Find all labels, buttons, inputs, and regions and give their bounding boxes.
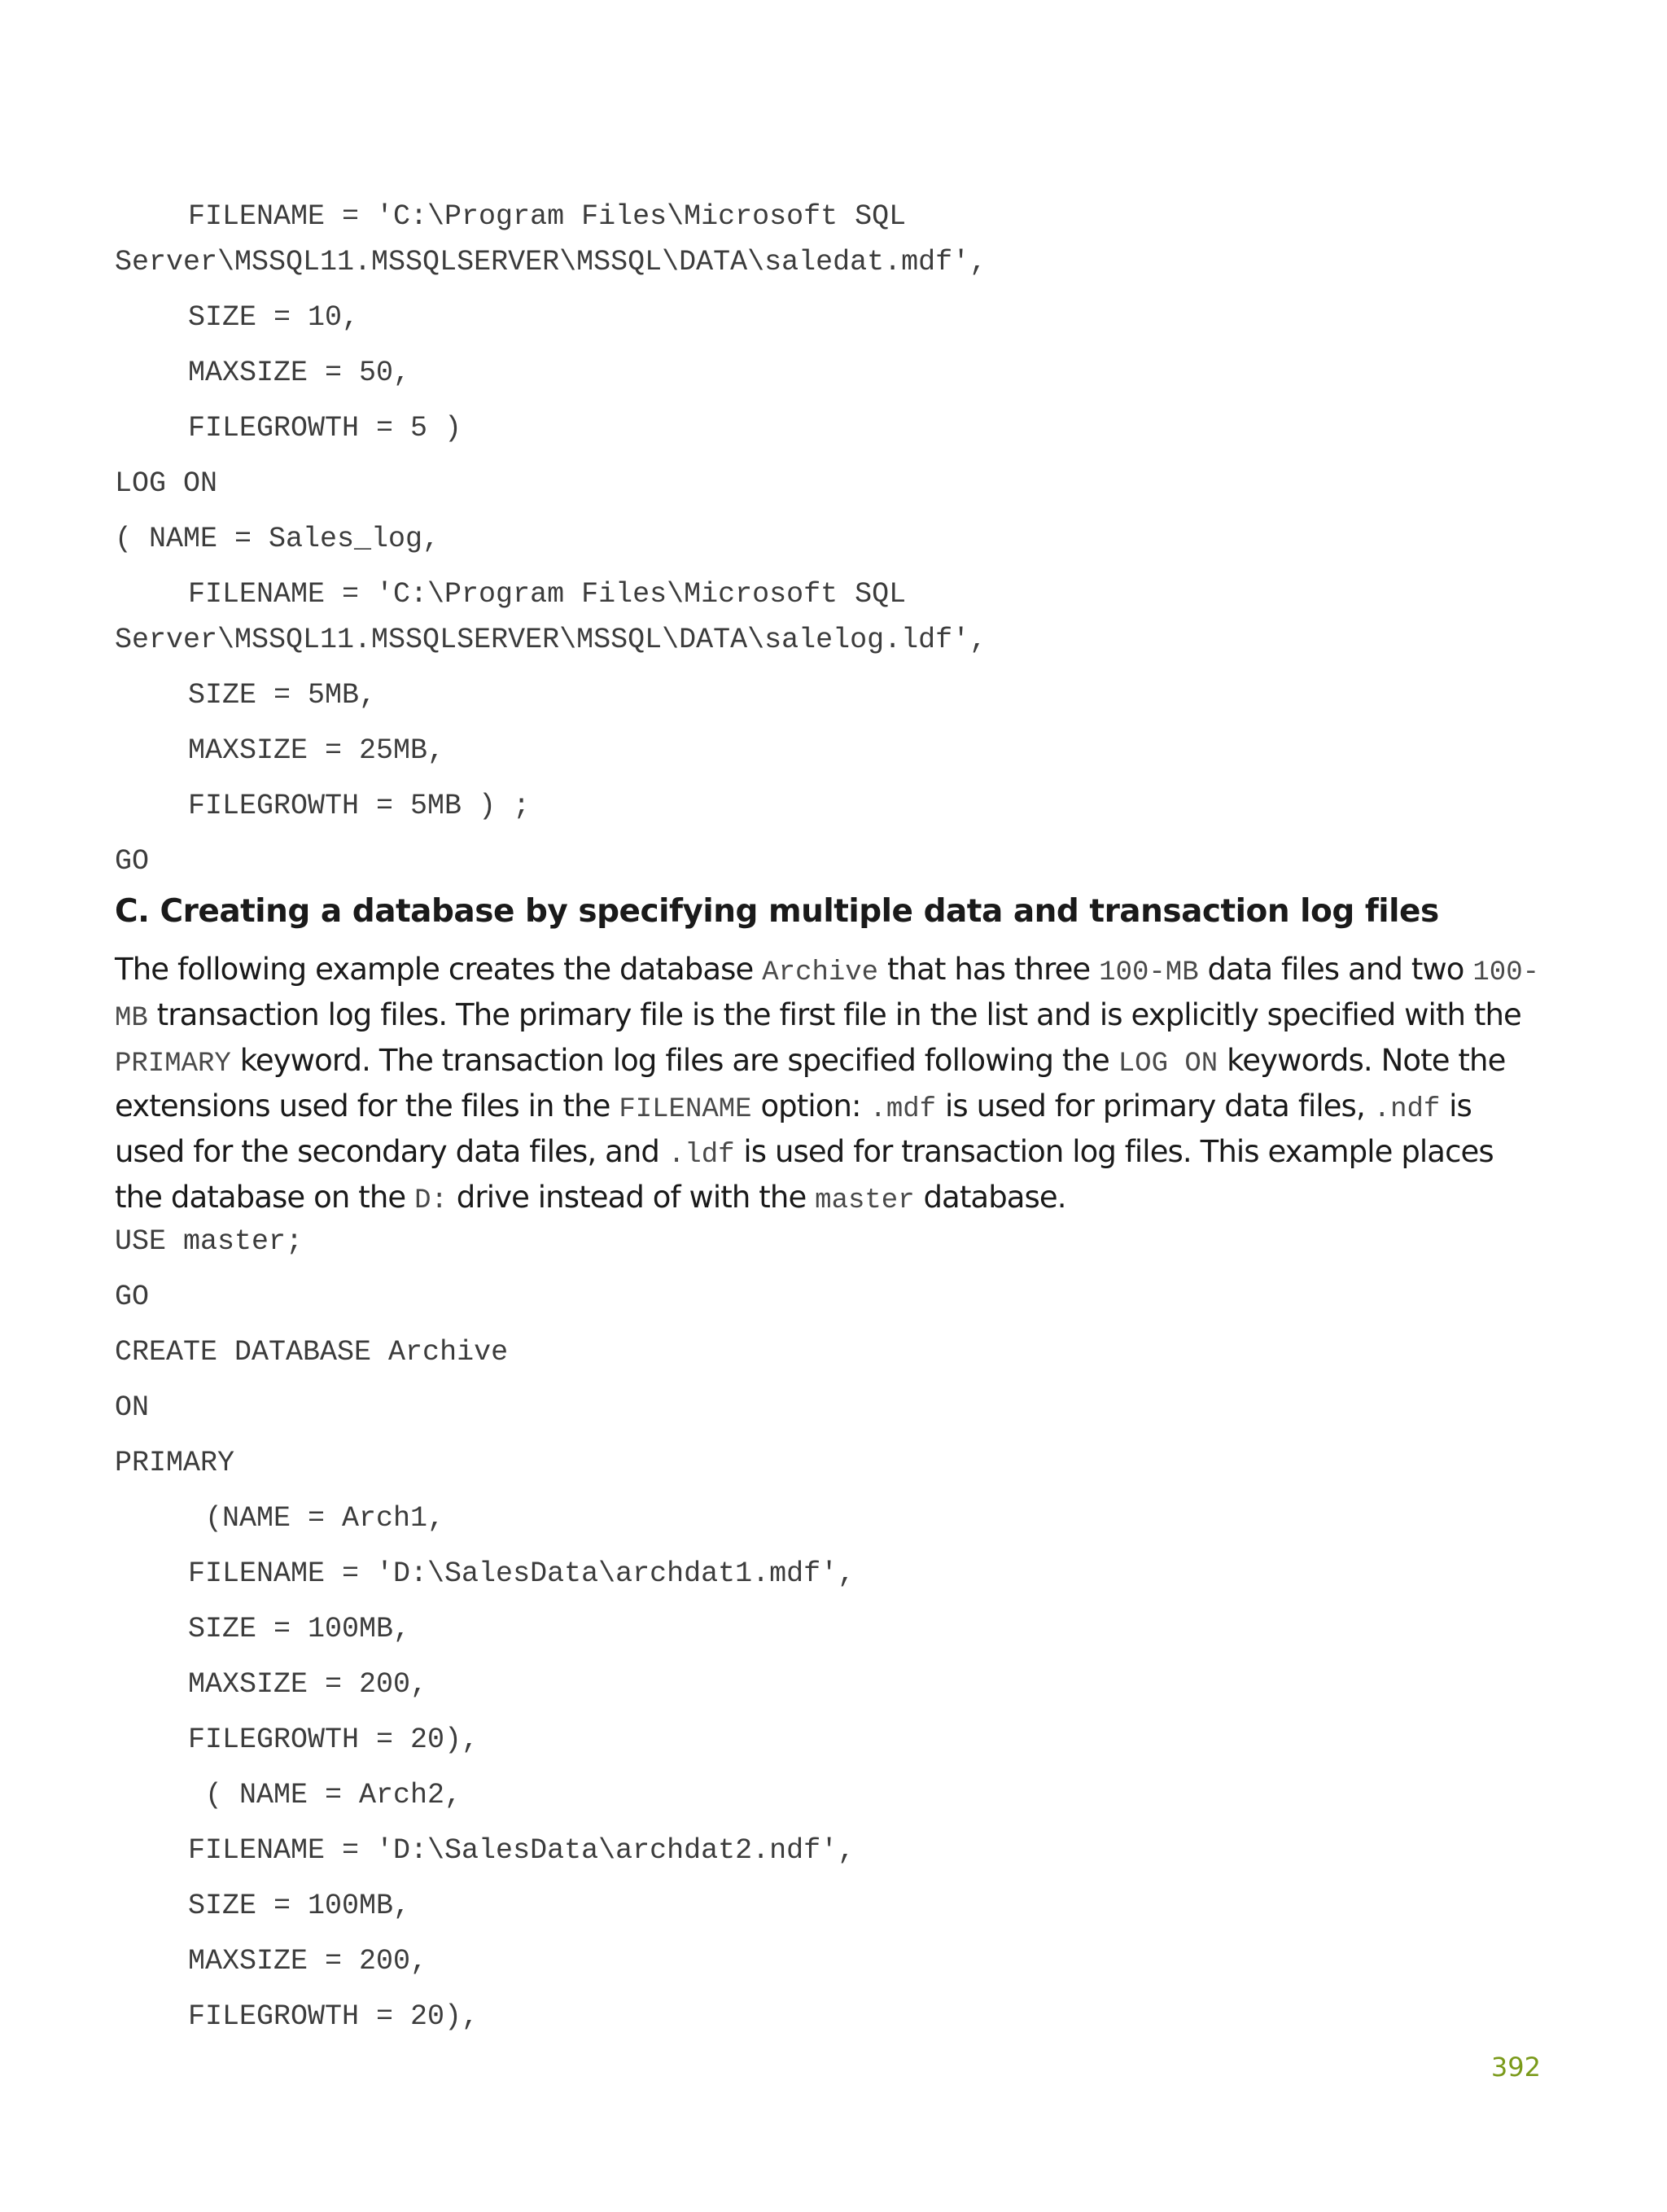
paragraph-text: data files and two bbox=[1198, 952, 1473, 987]
paragraph-text: is used for transaction log files. This example places the database on the bbox=[115, 1134, 1494, 1215]
paragraph-text: database. bbox=[914, 1180, 1066, 1215]
inline-code: .ldf bbox=[667, 1140, 735, 1171]
code-line: FILENAME = 'C:\Program Files\Microsoft SQL bbox=[188, 578, 907, 611]
section-heading: C. Creating a database by specifying multiple data and transaction log files bbox=[115, 893, 1439, 930]
inline-code: .mdf bbox=[869, 1094, 937, 1125]
code-line: MAXSIZE = 50, bbox=[188, 357, 411, 389]
code-line: GO bbox=[115, 1281, 150, 1313]
inline-code: LOG ON bbox=[1118, 1049, 1219, 1080]
code-line: FILEGROWTH = 20), bbox=[188, 2000, 479, 2033]
page-number: 392 bbox=[1490, 2052, 1541, 2083]
inline-code: D: bbox=[414, 1185, 448, 1216]
code-line: SIZE = 10, bbox=[188, 301, 360, 334]
code-line: FILEGROWTH = 20), bbox=[188, 1724, 479, 1756]
code-line: FILEGROWTH = 5MB ) ; bbox=[188, 790, 531, 822]
section-paragraph bbox=[115, 948, 1547, 1222]
code-line: CREATE DATABASE Archive bbox=[115, 1336, 509, 1369]
code-line: SIZE = 5MB, bbox=[188, 679, 377, 712]
code-line: SIZE = 100MB, bbox=[188, 1613, 411, 1645]
paragraph-text: is used for primary data files, bbox=[936, 1088, 1374, 1124]
code-line: FILEGROWTH = 5 ) bbox=[188, 412, 462, 445]
inline-code: 100-MB bbox=[1099, 957, 1199, 988]
code-line: USE master; bbox=[115, 1225, 304, 1258]
inline-code: FILENAME bbox=[619, 1094, 752, 1125]
inline-code: Archive bbox=[762, 957, 879, 988]
paragraph-text: option: bbox=[751, 1088, 870, 1124]
code-block-sales-log bbox=[115, 194, 987, 894]
inline-code: 100-MB bbox=[115, 957, 1540, 1034]
code-line: ON bbox=[115, 1391, 150, 1424]
paragraph-text: that has three bbox=[878, 952, 1100, 987]
code-line: Server\MSSQL11.MSSQLSERVER\MSSQL\DATA\salelog.ldf', bbox=[115, 624, 987, 656]
inline-code: master bbox=[815, 1185, 915, 1216]
inline-code: PRIMARY bbox=[115, 1049, 231, 1080]
code-line: MAXSIZE = 25MB, bbox=[188, 734, 445, 767]
code-line: Server\MSSQL11.MSSQLSERVER\MSSQL\DATA\saledat.mdf', bbox=[115, 246, 987, 278]
paragraph-text: drive instead of with the bbox=[447, 1180, 816, 1215]
code-line: LOG ON bbox=[115, 467, 218, 500]
code-line: (NAME = Arch1, bbox=[188, 1502, 445, 1535]
paragraph-text: The following example creates the database bbox=[115, 952, 763, 987]
paragraph-text: transaction log files. The primary file is the first file in the list and is explicitly specified with the bbox=[147, 997, 1521, 1032]
paragraph-text: keyword. The transaction log files are specified following the bbox=[230, 1043, 1118, 1078]
paragraph-text: is used for the secondary data files, and bbox=[115, 1088, 1472, 1169]
code-line: MAXSIZE = 200, bbox=[188, 1945, 428, 1978]
inline-code: .ndf bbox=[1373, 1094, 1441, 1125]
code-block-archive bbox=[115, 1219, 855, 2049]
code-line: FILENAME = 'D:\SalesData\archdat2.ndf', bbox=[188, 1834, 855, 1867]
code-line: PRIMARY bbox=[115, 1447, 235, 1479]
code-line: SIZE = 100MB, bbox=[188, 1890, 411, 1922]
code-line: ( NAME = Arch2, bbox=[188, 1779, 462, 1811]
code-line: FILENAME = 'C:\Program Files\Microsoft SQL bbox=[188, 200, 907, 233]
code-line: ( NAME = Sales_log, bbox=[115, 523, 440, 555]
code-line: FILENAME = 'D:\SalesData\archdat1.mdf', bbox=[188, 1557, 855, 1590]
code-line: GO bbox=[115, 845, 150, 878]
paragraph-text: keywords. Note the extensions used for the files in the bbox=[115, 1043, 1506, 1124]
code-line: MAXSIZE = 200, bbox=[188, 1668, 428, 1701]
